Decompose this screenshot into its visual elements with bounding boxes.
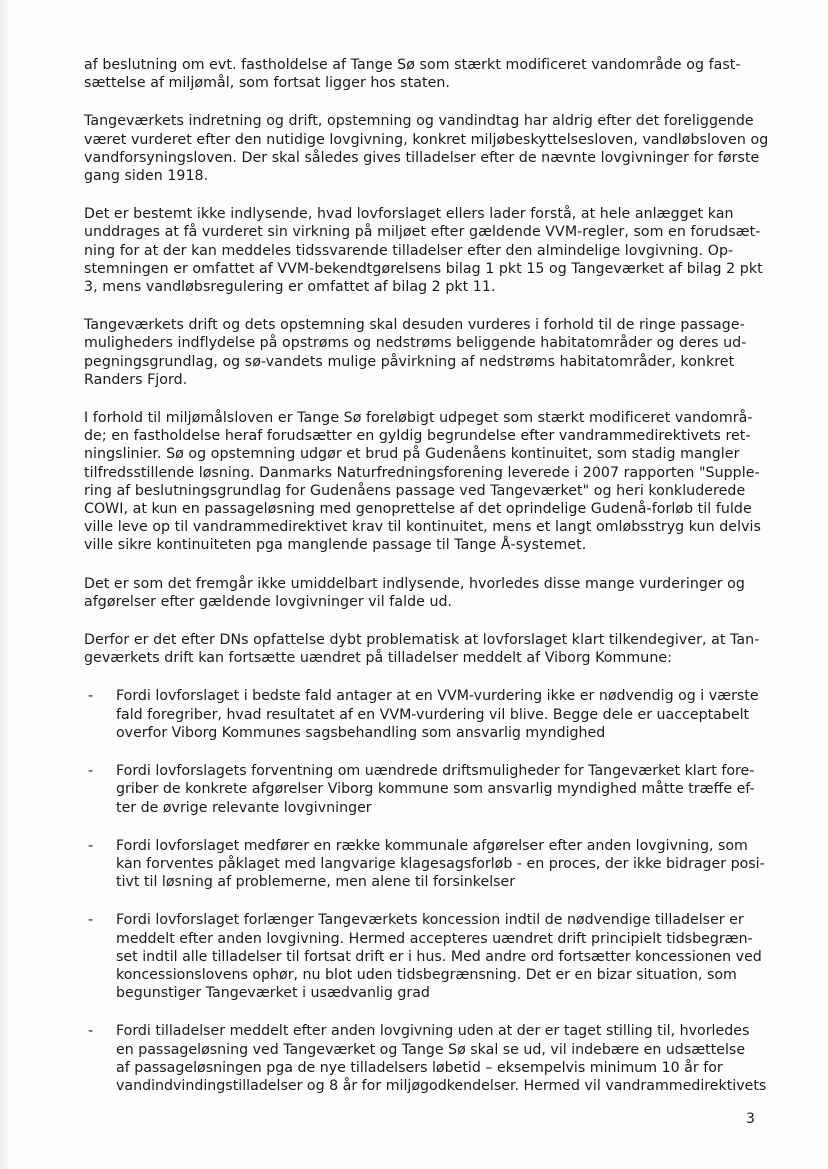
text-line: de; en fastholdelse heraf forudsætter en gyldig begrundelse efter vandrammedirektivets ret- (84, 428, 751, 445)
text-line: af passageløsningen pga de nye tilladelsers løbetid – eksempelvis minimum 10 år for (116, 1059, 723, 1076)
bullet-dash: - (88, 763, 94, 780)
paragraph (84, 316, 759, 389)
bullet-dash: - (88, 688, 94, 705)
bullet-dash: - (88, 837, 94, 854)
paragraph (84, 409, 759, 555)
scan-edge-shadow (0, 0, 10, 1169)
text-line: stemningen er omfattet af VVM-bekendtgørelsens bilag 1 pkt 15 og Tangeværket af bilag 2 pkt (84, 260, 763, 277)
text-line: fald foregriber, hvad resultatet af en VVM-vurdering vil blive. Begge dele er uacceptabelt (116, 706, 750, 723)
text-line: vandforsyningsloven. Der skal således gives tilladelser efter de nævnte lovgivninger for første (84, 149, 760, 166)
text-line: ning for at der kan meddeles tidssvarende tilladelser efter den almindelige lovgivning. Op- (84, 242, 734, 259)
text-line: tilfredsstillende løsning. Danmarks Naturfredningsforening leverede i 2007 rapporten "Supple- (84, 464, 760, 481)
list-item (84, 837, 765, 892)
text-line: Fordi lovforslaget forlænger Tangeværkets koncession indtil de nødvendige tilladelser er (116, 912, 744, 929)
text-line: Fordi tilladelser meddelt efter anden lovgivning uden at der er taget stilling til, hvorledes (116, 1023, 750, 1040)
text-line: COWI, at kun en passageløsning med genoprettelse af det oprindelige Gudenå-forløb til fulde (84, 501, 752, 518)
text-line: kan forventes påklaget med langvarige klagesagsforløb - en proces, der ikke bidrager posi- (116, 855, 765, 872)
text-line: været vurderet efter den nutidige lovgivning, konkret miljøbeskyttelsesloven, vandløbsloven og (84, 131, 769, 148)
text-line: geværkets drift kan fortsætte uændret på tilladelser meddelt af Viborg Kommune: (84, 650, 672, 667)
text-line: set indtil alle tilladelser til fortsat drift er i hus. Med andre ord fortsætter koncessionen ved (116, 948, 762, 965)
text-line: overfor Viborg Kommunes sagsbehandling som ansvarlig myndighed (116, 724, 606, 741)
list-item (84, 1022, 767, 1095)
text-line: gang siden 1918. (84, 168, 209, 185)
text-line: Det er bestemt ikke indlysende, hvad lovforslaget ellers lader forstå, at hele anlægget kan (84, 206, 734, 223)
text-line: ring af beslutningsgrundlag for Gudenåens passage ved Tangeværket" og heri konkluderede (84, 482, 746, 499)
list-item (84, 762, 759, 817)
text-line: Fordi lovforslagets forventning om uændrede driftsmuligheder for Tangeværket klart fore- (116, 763, 755, 780)
paragraph (84, 575, 759, 611)
text-line: afgørelser efter gældende lovgivninger vil falde ud. (84, 593, 453, 610)
text-line: Randers Fjord. (84, 371, 188, 388)
page-number: 3 (746, 1111, 755, 1127)
text-line: koncessionslovens ophør, nu blot uden tidsbegrænsning. Det er en bizar situation, som (116, 966, 737, 983)
text-line: I forhold til miljømålsloven er Tange Sø foreløbigt udpeget som stærkt modificeret vandområ- (84, 410, 753, 427)
text-line: ville sikre kontinuiteten pga manglende passage til Tange Å-systemet. (84, 537, 587, 554)
text-line: tivt til løsning af problemerne, men alene til forsinkelser (116, 874, 516, 891)
bullet-dash: - (88, 912, 94, 929)
text-line: pegningsgrundlag, og sø-vandets mulige påvirkning af nedstrøms habitatområder, konkret (84, 353, 735, 370)
text-line: Fordi lovforslaget medfører en række kommunale afgørelser efter anden lovgivning, som (116, 837, 748, 854)
paragraph (84, 631, 759, 667)
text-line: unddrages at få vurderet sin virkning på miljøet efter gældende VVM-regler, som en forudsæt- (84, 224, 761, 241)
text-line: Tangeværkets indretning og drift, opstemning og vandindtag har aldrig efter det foreliggende (84, 113, 754, 130)
text-line: Det er som det fremgår ikke umiddelbart indlysende, hvorledes disse mange vurderinger og (84, 575, 745, 592)
text-line: 3, mens vandløbsregulering er omfattet af bilag 2 pkt 11. (84, 279, 496, 296)
text-line: griber de konkrete afgørelser Viborg kommune som ansvarlig myndighed måtte træffe ef- (116, 781, 755, 798)
text-line: muligheders indflydelse på opstrøms og nedstrøms beliggende habitatområder og deres ud- (84, 335, 747, 352)
text-line: Fordi lovforslaget i bedste fald antager at en VVM-vurdering ikke er nødvendig og i værste (116, 688, 759, 705)
text-line: meddelt efter anden lovgivning. Hermed accepteres uændret drift principielt tidsbegræn- (116, 930, 753, 947)
bullet-dash: - (88, 1023, 94, 1040)
text-line: ningslinier. Sø og opstemning udgør et brud på Gudenåens kontinuitet, som stadig mangler (84, 446, 740, 463)
text-line: sættelse af miljømål, som fortsat ligger hos staten. (84, 75, 450, 92)
paragraph (84, 205, 763, 296)
text-line: Derfor er det efter DNs opfattelse dybt problematisk at lovforslaget klart tilkendegiver, at Tan- (84, 632, 760, 649)
text-line: vandindvindingstilladelser og 8 år for miljøgodkendelser. Hermed vil vandrammedirektivets (116, 1077, 767, 1094)
bullet-list (84, 687, 767, 1095)
list-item (84, 911, 762, 1002)
text-line: ville leve op til vandrammedirektivet krav til kontinuitet, mens et langt omløbsstryg kun delvis (84, 519, 761, 536)
paragraph (84, 56, 759, 92)
text-line: en passageløsning ved Tangeværket og Tange Sø skal se ud, vil indebære en udsættelse (116, 1041, 746, 1058)
list-item (84, 687, 759, 742)
text-line: Tangeværkets drift og dets opstemning skal desuden vurderes i forhold til de ringe passage- (84, 317, 745, 334)
text-line: begunstiger Tangeværket i usædvanlig grad (116, 985, 430, 1002)
text-line: ter de øvrige relevante lovgivninger (116, 799, 372, 816)
paragraph (84, 112, 769, 185)
document-body (84, 56, 769, 1115)
text-line: af beslutning om evt. fastholdelse af Tange Sø som stærkt modificeret vandområde og fast- (84, 57, 741, 73)
